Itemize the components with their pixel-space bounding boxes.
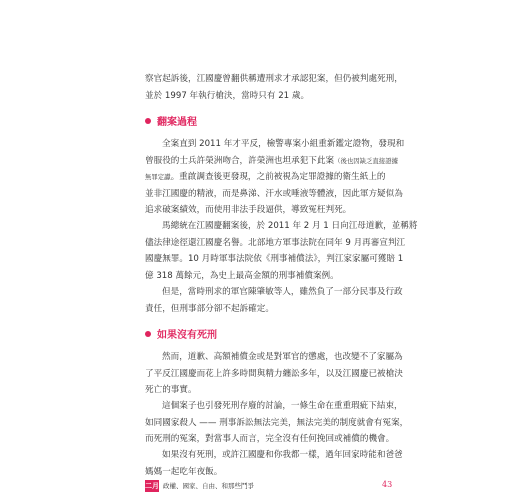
text-line: 儘法律途徑還江國慶名譽。北部地方軍事法院在同年 9 月再審宣判江 (145, 237, 406, 248)
text-line: 媽媽一起吃年夜飯。 (145, 466, 223, 477)
paragraph-conclusion (145, 447, 403, 480)
text-line: 而死刑的冤案，對當事人而言，完全沒有任何挽回或補償的機會。 (145, 434, 395, 444)
paragraph-officers (145, 284, 403, 317)
heading-text: 如果沒有死刑 (157, 330, 217, 341)
bullet-dot-icon (145, 118, 151, 124)
chapter-badge: 二月 (145, 482, 159, 490)
text-line: 並於 1997 年執行槍決，當時只有 21 歲。 (145, 90, 310, 101)
text-line: 億 318 萬餘元，為史上最高金額的刑事補償案例。 (145, 270, 339, 281)
text-line: 責任，但刑事部分卻不起訴確定。 (145, 303, 274, 314)
text-line: 如果沒有死刑，或許江國慶和你我都一樣，過年回家時能和爸爸 (162, 450, 403, 460)
paragraph-debate (145, 398, 409, 448)
text-line: 這個案子也引發死刑存廢的討論，一條生命在重重瑕疵下結束， (162, 401, 403, 411)
bullet-dot-icon (145, 331, 151, 337)
text-line: 國慶無罪。10 月時軍事法院依《刑事補償法》，判江家家屬可獲賠 1 (145, 254, 404, 264)
text-line: 馬總統在江國慶翻案後，於 2011 年 2 月 1 日向江母道歉，並稱將 (162, 221, 418, 231)
text-line: 然而，道歉、高額補償金或是對軍官的懲處，也改變不了家屬為 (162, 352, 403, 362)
text-line: 無罪定讞。重啟調查後更發現，之前被視為定罪證據的衛生紙上的 (145, 172, 386, 182)
paragraph-however (145, 349, 403, 399)
text-line: 並非江國慶的精液，而是鼻涕、汗水或唾液等體液，因此軍方疑似為 (145, 188, 403, 199)
paragraph-intro (145, 71, 403, 104)
inline-note: （後也因缺乏直接證據 (334, 156, 398, 165)
paragraph-reversal (145, 136, 405, 219)
text-line: 曾服役的士兵許榮洲吻合，許榮洲也坦承犯下此案（後也因缺乏直接證據 (145, 155, 398, 166)
text-line: 了平反江國慶而花上許多時間與精力纏訟多年，以及江國慶已被槍決 (145, 368, 403, 379)
inline-note: 無罪定讞 (145, 173, 171, 181)
text-line: 但是，當時刑求的軍官陳肇敏等人，雖然負了一部分民事及行政 (162, 287, 403, 297)
paragraph-apology (145, 218, 418, 284)
text-line: 全案直到 2011 年才平反，檢警專案小組重新鑑定證物，發現和 (162, 139, 405, 149)
section-heading-case-reversal (145, 113, 197, 128)
heading-text: 翻案過程 (157, 117, 197, 128)
running-footer-title: 政權、國家、自由、和那些鬥爭 (163, 482, 254, 490)
text-line: 死亡的事實。 (145, 385, 197, 395)
page-number: 43 (382, 480, 393, 489)
text-line: 察官起訴後，江國慶曾翻供稱遭刑求才承認犯案，但仍被判處死刑， (145, 74, 403, 84)
section-heading-no-death-penalty (145, 326, 217, 341)
text-line: 追求破案績效，而使用非法手段逼供，導致冤枉判死。 (145, 205, 352, 215)
text-line: 如同國家殺人 —— 刑事訴訟無法完美，無法完美的制度就會有冤案， (145, 417, 409, 428)
